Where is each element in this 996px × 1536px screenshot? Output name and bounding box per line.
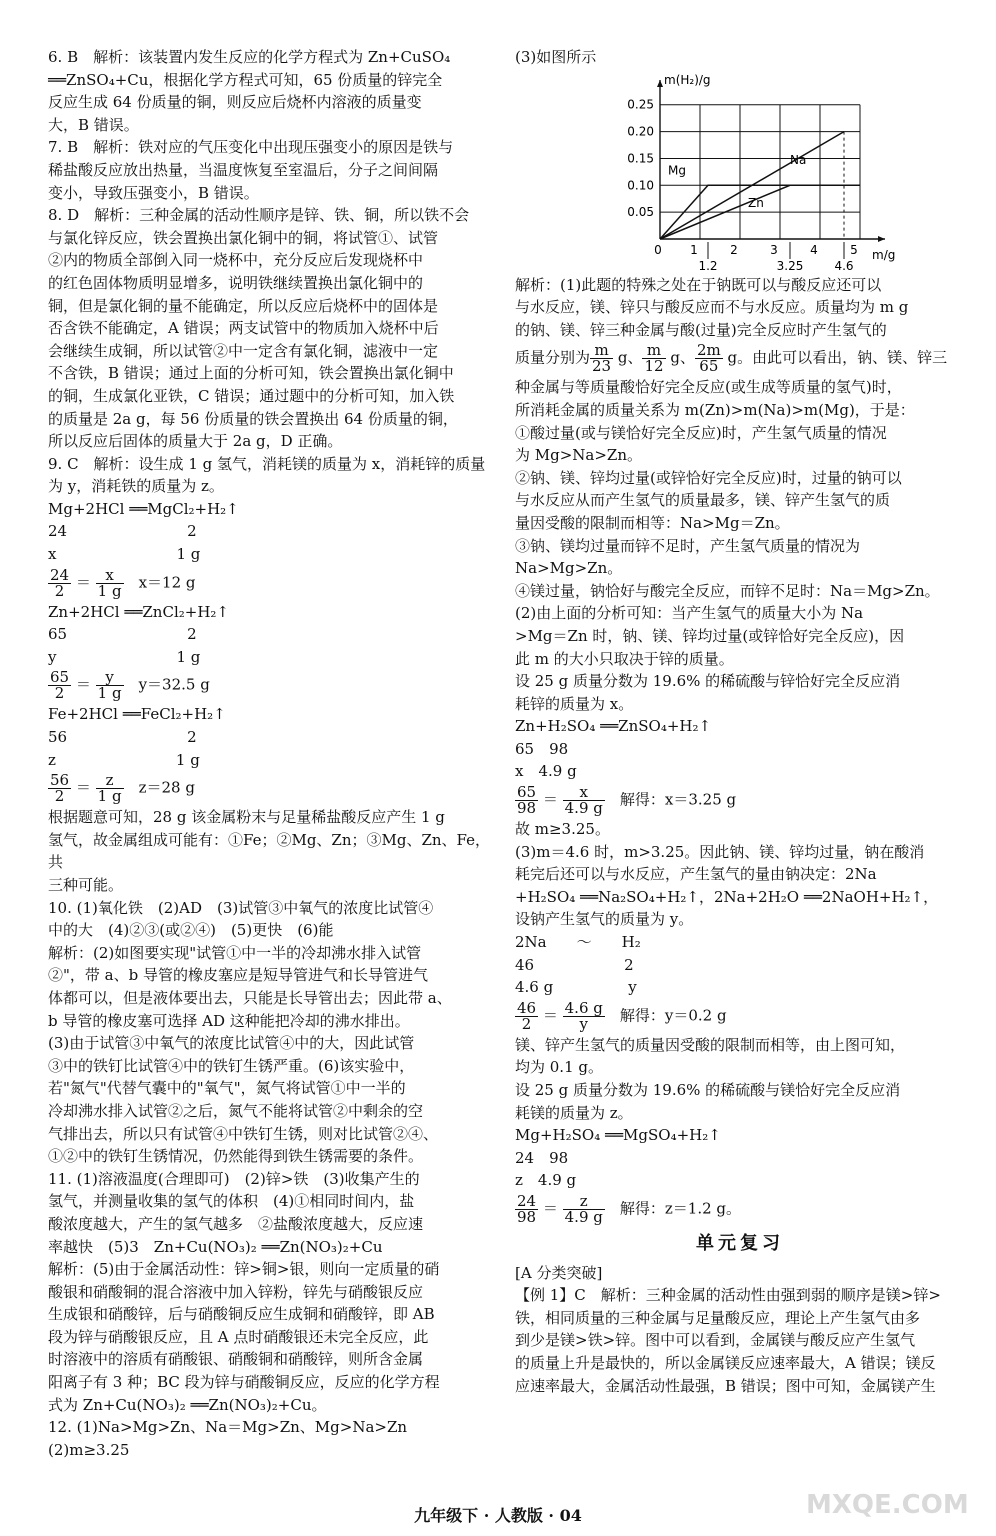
y-tick-label: 0.25 (627, 97, 654, 112)
text-line: 镁、锌产生氢气的质量因受酸的限制而相等，由上图可知， (515, 1035, 906, 1054)
ratio-right: $\frac{y}{1 g}$ (97, 668, 122, 703)
x-axis-arrow (878, 236, 885, 242)
x-tick-label: 4 (810, 242, 818, 257)
y-axis-label: m(H₂)/g (664, 72, 711, 87)
na-proportion: $\frac{46}{2}$ ＝ $\frac{4.6 g}{y}$ 解得：y＝0.2 g (517, 998, 727, 1033)
proportion-result: 解得：y＝0.2 g (604, 1006, 727, 1025)
text-line: 冷却沸水排入试管②之后，氮气不能将试管②中剩余的空 (48, 1101, 424, 1120)
text-line: 10. (1)氧化铁 (2)AD (3)试管③中氧气的浓度比试管④ (48, 898, 434, 917)
proportion-result: 解得：x＝3.25 g (604, 790, 737, 809)
watermark-logo: MXQE.COM (806, 1490, 969, 1520)
q9-block (48, 453, 492, 498)
x-tick-label: 1 (690, 242, 698, 257)
text-line: y 1 g (48, 647, 201, 666)
text-line: 中的大 (4)②③(或②④) (5)更快 (6)能 (48, 921, 334, 940)
text-line: z 1 g (48, 750, 200, 769)
text-line: 变小，导致压强变小，B 错误。 (48, 183, 259, 202)
na-mass-fraction: $\frac{m}{23}$ (592, 341, 612, 376)
text-line: 生成银和硝酸锌，后与硝酸铜反应生成铜和硝酸锌，即 AB (48, 1305, 435, 1324)
text-line: x 4.9 g (515, 762, 577, 781)
x-axis-label: m/g (872, 247, 896, 262)
text-line: 8. D 解析：三种金属的活动性顺序是锌、铁、铜，所以铁不会 (48, 206, 470, 225)
text-line: Mg+H₂SO₄ ══MgSO₄+H₂↑ (515, 1126, 721, 1145)
text-line: 种金属与等质量酸恰好完全反应(或生成等质量的氢气)时， (515, 378, 902, 397)
q11-block (48, 1168, 492, 1417)
text-line: 9. C 解析：设生成 1 g 氢气，消耗镁的质量为 x，消耗锌的质量 (48, 454, 486, 473)
text-line: 此 m 的大小只取决于锌的质量。 (515, 649, 734, 668)
text-line: Zn+H₂SO₄ ══ZnSO₄+H₂↑ (515, 717, 712, 736)
ratio-right: $\frac{x}{1 g}$ (97, 565, 122, 600)
text-line: 6. B 解析：该装置内发生反应的化学方程式为 Zn+CuSO₄ (48, 48, 451, 66)
text-line: 酸银和硝酸铜的混合溶液中加入锌粉，锌先与硝酸银反应 (48, 1282, 424, 1301)
text-line: 设 25 g 质量分数为 19.6% 的稀硫酸与镁恰好完全反应消 (515, 1081, 901, 1099)
ratio-left: $\frac{65}{98}$ (517, 783, 537, 818)
q12-block (48, 1416, 492, 1461)
text-line: 24 2 (48, 522, 197, 541)
q6-block (48, 46, 492, 136)
text-line: 铁，相同质量的三种金属与足量酸反应，理论上产生氢气由多 (515, 1308, 921, 1327)
text-line: 解析：(5)由于金属活动性：锌>铜>银，则向一定质量的硝 (48, 1260, 440, 1279)
text-line: 均为 0.1 g。 (515, 1058, 603, 1077)
text-line: 根据题意可知，28 g 该金属粉末与足量稀盐酸反应产生 1 g (48, 808, 445, 827)
y-tick-label: 0.20 (627, 124, 654, 139)
text-line: 若"氮气"代替气囊中的"氧气"，氮气将试管①中一半的 (48, 1079, 406, 1098)
section-title: 单元复习 (696, 1232, 784, 1254)
text-line: 耗锌的质量为 x。 (515, 694, 634, 713)
text-line: 65 98 (515, 739, 569, 758)
text-line: 解析：(2)如图要实现"试管①中一半的冷却沸水排入试管 (48, 943, 422, 962)
text-line: Na>Mg>Zn。 (515, 559, 623, 578)
example-1-block (515, 1284, 965, 1397)
text-line: 到少是镁>铁>锌。图中可以看到，金属镁与酸反应产生氢气 (515, 1331, 916, 1350)
text-line: 12. (1)Na>Mg>Zn、Na＝Mg>Zn、Mg>Na>Zn (2)m≥3.25 (48, 1418, 423, 1459)
ratio-right: $\frac{4.6 g}{y}$ (564, 998, 603, 1033)
text-line: (3)由于试管③中氧气的浓度比试管④中的大，因此试管 (48, 1034, 415, 1053)
text-line: ②钠、镁、锌均过量(或锌恰好完全反应)时，过量的钠可以 (515, 468, 902, 487)
left-column (48, 46, 492, 1461)
text-line: ③中的铁钉比试管④中的铁钉生锈严重。(6)该实验中， (48, 1056, 415, 1075)
q9-mg-equation (48, 498, 492, 566)
proportion-result: y＝32.5 g (123, 675, 210, 694)
text-line: (2)由上面的分析可知：当产生氢气的质量大小为 Na (515, 604, 864, 623)
text-line: 稀盐酸反应放出热量，当温度恢复至室温后，分子之间间隔 (48, 160, 439, 179)
text-line: 24 98 (515, 1148, 569, 1167)
text-line: 所以反应后固体的质量大于 2a g，D 正确。 (48, 432, 343, 451)
x-extra-tick-label: 3.25 (776, 258, 804, 273)
q8-block (48, 204, 492, 453)
x-tick-label: 0 (654, 242, 662, 257)
series-label-na: Na (790, 152, 807, 167)
text-line: 故 m≥3.25。 (515, 820, 610, 839)
text-line: 阳离子有 3 种；BC 段为锌与硝酸铜反应，反应的化学方程 (48, 1373, 440, 1392)
text-line: 解析：(1)此题的特殊之处在于钠既可以与酸反应还可以 (515, 275, 882, 294)
text-line: 的钠、镁、锌三种金属与酸(过量)完全反应时产生氢气的 (515, 320, 887, 339)
analysis-part3 (515, 1034, 965, 1192)
series-label-mg: Mg (668, 163, 686, 178)
h2-mass-chart (615, 69, 915, 274)
text-line: z 4.9 g (515, 1171, 577, 1190)
text-line: ══ZnSO₄+Cu，根据化学方程式可知，65 份质量的锌完全 (48, 70, 443, 89)
ratio-right: $\frac{x}{4.9 g}$ (564, 783, 603, 818)
text-line: 三种可能。 (48, 876, 124, 894)
zn-proportion: $\frac{65}{98}$ ＝ $\frac{x}{4.9 g}$ 解得：x＝3.25 g (517, 783, 737, 818)
q9-fe-equation (48, 703, 492, 771)
text-line: 的质量是 2a g，每 56 份质量的铁会置换出 64 份质量的铜， (48, 409, 458, 428)
text-line: 反应生成 64 份质量的铜，则反应后烧杯内溶液的质量变 (48, 93, 422, 112)
mass-expression-line: 质量分别为 $\frac{m}{23}$ g、 $\frac{m}{12}$ g、 $\frac{2m}{65}$ g。由此可以看出，钠、镁、锌三 (515, 341, 948, 376)
ratio-left: $\frac{24}{98}$ (517, 1191, 537, 1226)
analysis-intro (515, 274, 965, 342)
text-line: 的质量上升是最快的，所以金属镁反应速率最大，A 错误；镁反 (515, 1353, 936, 1372)
text-line: +H₂SO₄ ══Na₂SO₄+H₂↑，2Na+2H₂O ══2NaOH+H₂↑， (515, 887, 939, 906)
text-line: 与氯化锌反应，铁会置换出氯化铜中的铜，将试管①、试管 (48, 228, 439, 247)
text-line: 酸浓度越大，产生的氢气越多 ②盐酸浓度越大，反应速 (48, 1214, 424, 1233)
text-line: ④镁过量，钠恰好与酸完全反应，而锌不足时：Na＝Mg>Zn。 (515, 581, 940, 600)
text-line: 46 2 (515, 955, 634, 974)
proportion-result: z＝28 g (123, 778, 195, 797)
q9-zn-proportion: $\frac{65}{2}$ ＝ $\frac{y}{1 g}$ y＝32.5 g (50, 668, 210, 703)
text-line: 的红色固体物质明显增多，说明铁继续置换出氯化铜中的 (48, 273, 424, 292)
text-line: 为 Mg>Na>Zn。 (515, 446, 643, 465)
text-line: Zn+2HCl ══ZnCl₂+H₂↑ (48, 602, 229, 621)
text-line: 2Na ～ H₂ (515, 933, 641, 952)
mg-proportion: $\frac{24}{98}$ ＝ $\frac{z}{4.9 g}$ 解得：z＝1.2 g。 (517, 1191, 742, 1226)
y-tick-label: 0.10 (627, 177, 654, 192)
section-subtitle: [A 分类突破] (515, 1263, 603, 1282)
analysis-part2 (515, 818, 965, 999)
text-line: 11. (1)溶液温度(合理即可) (2)锌>铁 (3)收集产生的 (48, 1169, 420, 1188)
ratio-right: $\frac{z}{1 g}$ (97, 771, 122, 806)
ratio-left: $\frac{56}{2}$ (50, 771, 70, 806)
ratio-left: $\frac{24}{2}$ (50, 565, 70, 600)
y-tick-label: 0.15 (627, 151, 654, 166)
text-line: 所消耗金属的质量关系为 m(Zn)>m(Na)>m(Mg)，于是： (515, 400, 915, 419)
q9-conclusion (48, 806, 492, 896)
page-footer: 九年级下 · 人教版 · 04 (414, 1506, 582, 1525)
analysis-part1 (515, 376, 965, 783)
ratio-left: $\frac{65}{2}$ (50, 668, 70, 703)
figure-intro: (3)如图所示 (515, 48, 597, 66)
text-line: 耗完后还可以与水反应，产生氢气的量由钠决定：2Na (515, 865, 877, 884)
text-line: 不含铁，B 错误；通过上面的分析可知，铁会置换出氯化铜中 (48, 364, 454, 383)
text-line: 铜，但是氯化铜的量不能确定，所以反应后烧杯中的固体是 (48, 296, 439, 315)
text-line: 56 2 (48, 728, 197, 747)
text-line: 【例 1】C 解析：三种金属的活动性由强到弱的顺序是镁>锌> (515, 1286, 941, 1305)
text-line: 设 25 g 质量分数为 19.6% 的稀硫酸与锌恰好完全反应消 (515, 672, 901, 691)
text-line: 体都可以，但是液体要出去，只能是长导管出去；因此带 a、 (48, 988, 452, 1007)
text-line: 4.6 g y (515, 978, 637, 997)
text-line: 大，B 错误。 (48, 115, 139, 134)
text-line: 与水反应从而产生氢气的质量最多，镁、锌产生氢气的质 (515, 491, 891, 510)
text-line: 时溶液中的溶质有硝酸银、硝酸铜和硝酸锌，则所含金属 (48, 1350, 424, 1369)
zn-mass-fraction: $\frac{2m}{65}$ (696, 341, 721, 376)
text-line: 为 y，消耗铁的质量为 z。 (48, 477, 224, 496)
q10-block (48, 897, 492, 1168)
text-line: 量因受酸的限制而相等：Na>Mg＝Zn。 (515, 513, 790, 532)
text-line: ②"，带 a、b 导管的橡皮塞应是短导管进气和长导管进气 (48, 966, 428, 985)
text-line: 设钠产生氢气的质量为 y。 (515, 910, 694, 929)
text-line: 会继续生成铜，所以试管②中一定含有氯化铜，滤液中一定 (48, 341, 439, 360)
text-line: ①酸过量(或与镁恰好完全反应)时，产生氢气质量的情况 (515, 423, 887, 442)
x-extra-tick-label: 4.6 (834, 258, 854, 273)
q9-zn-equation (48, 601, 492, 669)
right-column (515, 46, 965, 1397)
y-tick-label: 0.05 (627, 204, 654, 219)
text-line: >Mg＝Zn 时，钠、镁、锌均过量(或锌恰好完全反应)，因 (515, 626, 905, 645)
text-line: 率越快 (5)3 Zn+Cu(NO₃)₂ ══Zn(NO₃)₂+Cu (48, 1237, 383, 1256)
text-line: 7. B 解析：铁对应的气压变化中出现压强变小的原因是铁与 (48, 138, 454, 157)
text-line: b 导管的橡皮塞可选择 AD 这种能把冷却的沸水排出。 (48, 1011, 410, 1030)
text-line: 应速率最大，金属活动性最强，B 错误；图中可知，金属镁产生 (515, 1376, 936, 1395)
text-line: 氢气，故金属组成可能有：①Fe；②Mg、Zn；③Mg、Zn、Fe，共 (48, 830, 491, 872)
q7-block (48, 136, 492, 204)
text-line: (3)m＝4.6 时，m>3.25。因此钠、镁、锌均过量，钠在酸消 (515, 842, 925, 861)
ratio-left: $\frac{46}{2}$ (517, 998, 537, 1033)
text-line: x 1 g (48, 545, 201, 564)
text-line: ①②中的铁钉生锈情况，仍然能得到铁生锈需要的条件。 (48, 1147, 424, 1166)
q9-fe-proportion: $\frac{56}{2}$ ＝ $\frac{z}{1 g}$ z＝28 g (50, 771, 195, 806)
x-tick-label: 2 (730, 242, 738, 257)
text-line: ②内的物质全部倒入同一烧杯中，充分反应后发现烧杯中 (48, 251, 424, 270)
proportion-result: 解得：z＝1.2 g。 (604, 1199, 742, 1218)
text-line: Fe+2HCl ══FeCl₂+H₂↑ (48, 705, 226, 724)
x-tick-label: 3 (770, 242, 778, 257)
text-line: Mg+2HCl ══MgCl₂+H₂↑ (48, 499, 239, 518)
ratio-right: $\frac{z}{4.9 g}$ (564, 1191, 603, 1226)
mg-mass-fraction: $\frac{m}{12}$ (644, 341, 664, 376)
text-line: 式为 Zn+Cu(NO₃)₂ ══Zn(NO₃)₂+Cu。 (48, 1395, 327, 1414)
series-label-zn: Zn (748, 195, 764, 210)
text-line: 与水反应，镁、锌只与酸反应而不与水反应。质量均为 m g (515, 298, 909, 317)
text-line: 气排出去，所以只有试管④中铁钉生锈，则对比试管②④、 (48, 1124, 439, 1143)
text-line: 的铜，生成氯化亚铁，C 错误；通过题中的分析可知，加入铁 (48, 386, 455, 405)
text-line: 65 2 (48, 625, 197, 644)
q9-mg-proportion: $\frac{24}{2}$ ＝ $\frac{x}{1 g}$ x＝12 g (50, 565, 196, 600)
text-line: 否含铁不能确定，A 错误；两支试管中的物质加入烧杯中后 (48, 319, 439, 338)
proportion-result: x＝12 g (123, 573, 196, 592)
x-tick-label: 5 (850, 242, 858, 257)
text-line: 段为锌与硝酸银反应，且 A 点时硝酸银还未完全反应，此 (48, 1327, 429, 1346)
y-axis-arrow (657, 80, 663, 87)
text-line: ③钠、镁均过量而锌不足时，产生氢气质量的情况为 (515, 536, 861, 555)
text-line: 耗镁的质量为 z。 (515, 1103, 633, 1122)
text-line: 氢气，并测量收集的氢气的体积 (4)①相同时间内，盐 (48, 1192, 415, 1211)
x-extra-tick-label: 1.2 (698, 258, 718, 273)
